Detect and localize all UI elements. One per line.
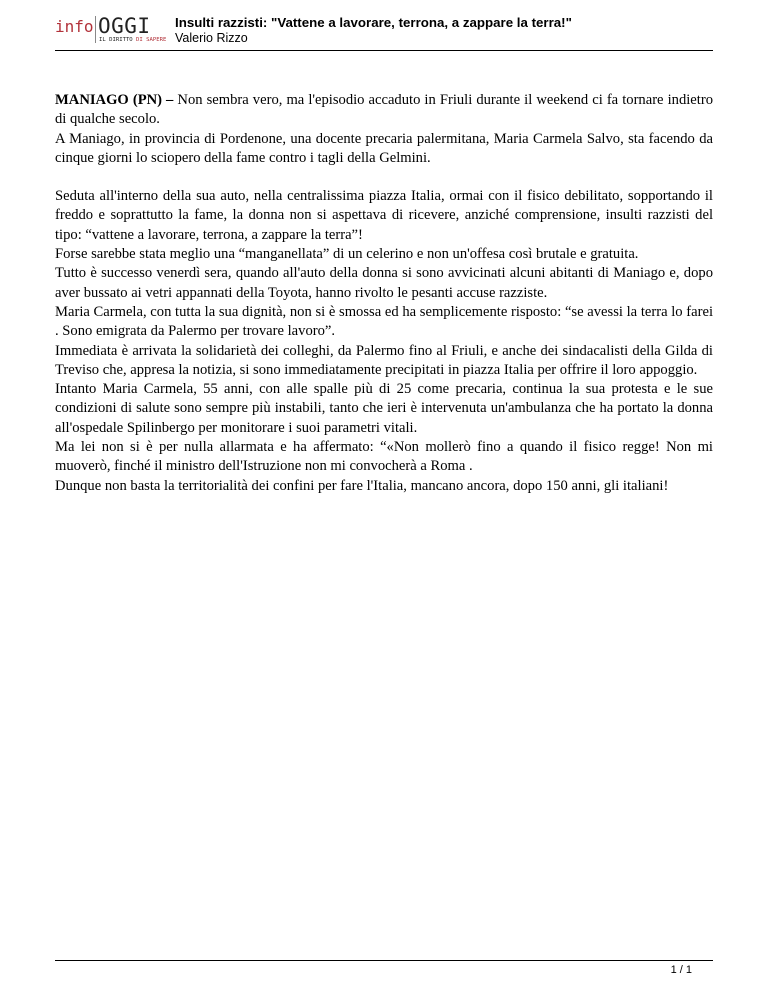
article-paragraph-9: Ma lei non si è per nulla allarmata e ha affermato: “«Non mollerò fino a quando il fisico regge! Non mi muoverò, finché il ministro dell'Istruzione non mi convocherà a Roma . [55, 439, 713, 475]
article-paragraph-10: Dunque non basta la territorialità dei confini per fare l'Italia, mancano ancora, dopo 150 anni, gli italiani! [55, 477, 669, 494]
logo-separator [95, 16, 96, 43]
article-paragraph-3: Seduta all'interno della sua auto, nella centralissima piazza Italia, ormai con il fisico debilitato, sopportando il freddo e soprattutto la fame, la donna non si aspettava di ricevere, anziché comprensione, insulti razzisti del tipo: “vattene a lavorare, terrona, a zappare la terra”! [55, 188, 713, 243]
article-paragraph-2: A Maniago, in provincia di Pordenone, una docente precaria palermitana, Maria Carmela Salvo, sta facendo da cinque giorni lo sciopero della fame contro i tagli della Gelmini. [55, 130, 713, 166]
page-number: 1 / 1 [670, 964, 692, 976]
footer-divider [55, 960, 713, 961]
logo-oggi-text: OGGI [98, 14, 151, 38]
logo-tagline-part-a: IL DIRITTO [99, 37, 137, 43]
article-body [55, 91, 713, 496]
article-paragraph-1-text: Non sembra vero, ma l'episodio accaduto in Friuli durante il weekend ci fa tornare indietro di qualche secolo. [55, 92, 713, 128]
document-author: Valerio Rizzo [175, 31, 248, 45]
document-title: Insulti razzisti: "Vattene a lavorare, terrona, a zappare la terra!" [175, 15, 572, 30]
page-header [55, 14, 713, 54]
infooggi-logo [55, 14, 167, 48]
article-paragraph-8: Intanto Maria Carmela, 55 anni, con alle spalle più di 25 come precaria, continua la sua protesta e le sue condizioni di salute sono sempre più instabili, tanto che ieri è intervenuta un'ambulanza che ha portato la donna all'ospedale Spilinbergo per monitorare i suoi parametri vitali. [55, 381, 713, 436]
article-paragraph-4: Forse sarebbe stata meglio una “manganellata” di un celerino e non un'offesa così brutale e gratuita. [55, 246, 639, 263]
article-paragraph-1 [55, 91, 713, 130]
article-paragraph-7: Immediata è arrivata la solidarietà dei colleghi, da Palermo fino al Friuli, e anche dei sindacalisti della Gilda di Treviso che, appresa la notizia, si sono immediatamente precipitati in piazza Italia per offrire il loro appoggio. [55, 342, 713, 378]
article-dateline: MANIAGO (PN) – [55, 92, 174, 108]
header-divider [55, 50, 713, 51]
logo-tagline [99, 37, 166, 43]
logo-info-text: info [55, 17, 94, 36]
paragraph-gap [55, 168, 713, 187]
article-paragraph-6: Maria Carmela, con tutta la sua dignità, non si è smossa ed ha semplicemente risposto: “se avessi la terra lo farei . Sono emigrata da Palermo per trovare lavoro”. [55, 303, 713, 340]
article-paragraph-5: Tutto è successo venerdì sera, quando all'auto della donna si sono avvicinati alcuni abitanti di Maniago e, dopo aver bussato ai vetri appannati della Toyota, hanno rivolto le pesanti accuse razziste. [55, 265, 713, 301]
logo-tagline-part-b: DI SAPERE [136, 37, 167, 43]
